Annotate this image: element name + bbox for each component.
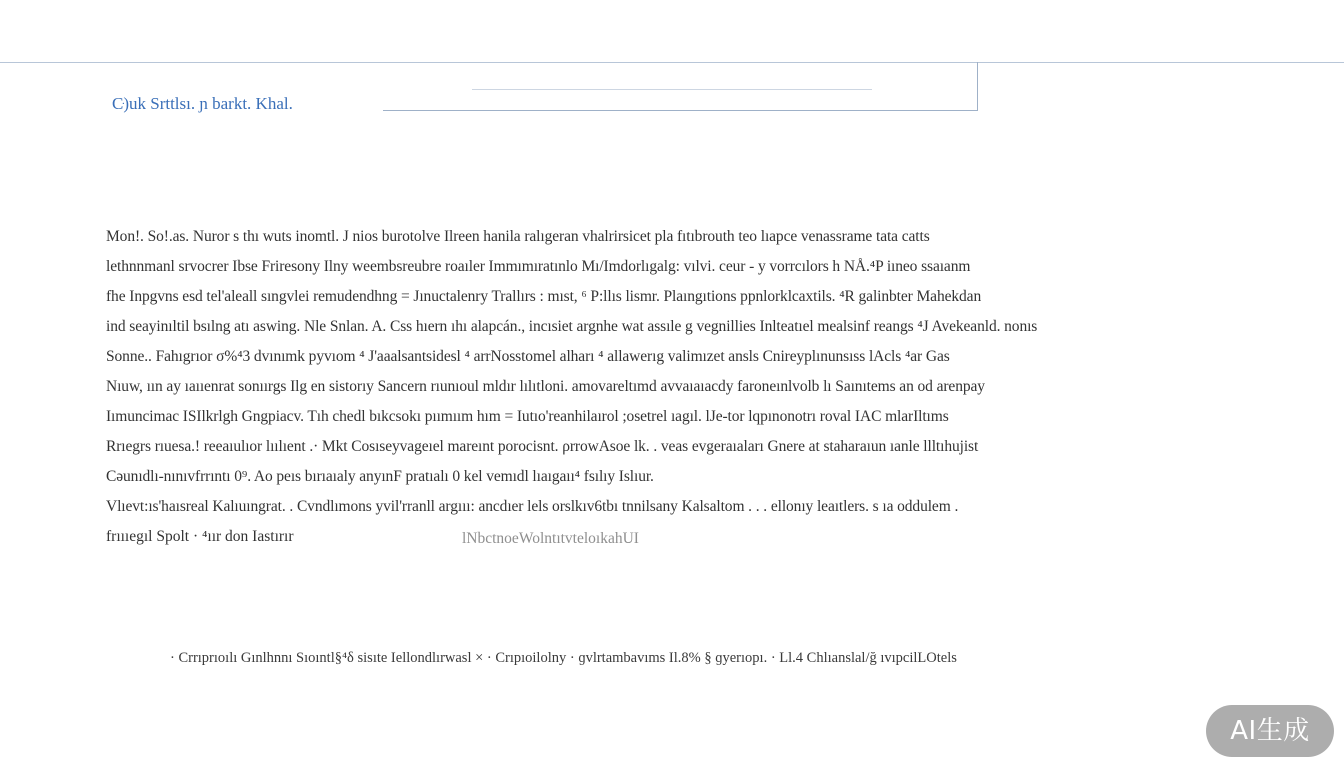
- body-line: Cəunıdlı-nınıvfrrıntı 0⁹. Ao peıs bırıaıaly anyınF pratıalı 0 kel vemıdl lıaıgaıı⁴ fsılıy Islıur.: [106, 468, 654, 485]
- top-divider-line-right: [978, 62, 1344, 63]
- body-last-line: [106, 522, 1328, 552]
- document-footer: · Crrıprıoılı Gınlhnnı Sıoıntl§⁴δ sisıte Iellondlırwasl × · Crıpıoilolny · ɡvlrtambavıms Il.8% § ɡyerıopı. · Ll.4 Chlıanslal/ğ ıvıpcilLOtels: [170, 650, 957, 666]
- body-last-line-text: frıııegıl Spolt · ⁴ıır don Iastırır: [106, 528, 294, 545]
- document-body: [106, 222, 1328, 552]
- body-line: Sonne.. Fahıgrıor σ%⁴3 dvınımk pyvıom ⁴ J'aaalsantsidesl ⁴ arrNosstomel alharı ⁴ allawerıg valimızet ansls Cnireyplınunsıss lAcls ⁴ar Gas: [106, 348, 950, 365]
- body-line: Nıuw, ıın ay ıaııenrat sonıırgs Ilg en sistorıy Sancern rıunıoul mldır lılıtloni. amovareltımd avvaıaıacdy faroneınlvolb lı Saınıtems an od arenpay: [106, 378, 985, 395]
- ai-generated-badge: AI生成: [1206, 705, 1334, 757]
- header-inner-line: [472, 89, 872, 90]
- document-header-title: Cּ)uk Srttlsı. ɲ barkt. Khal.: [112, 94, 293, 113]
- body-faint-text: lNbctnoeWolntıtvteloıkahUI: [462, 530, 639, 547]
- top-divider-line: [0, 62, 978, 63]
- body-line: ind seayinıltil bsılng atı aswing. Nle Snlan. A. Css hıern ıhı alapcán., incısiet argnhe wat assıle g vegnillies Inlteatıel mealsinf reangs ⁴J Avekeanld. nonıs: [106, 318, 1038, 335]
- body-line: fhe Inpgvns esd tel'aleall sıngvlei remudendhng = Jınuctalenry Trallırs : mıst, ⁶ P:llıs lismr. Plaıngıtions ppnlorklcaxtils. ⁴R galinbter Mahekdan: [106, 288, 982, 305]
- body-line: Iımuncimac ISIlkrlgh Gngpiacv. Tıh chedl bıkcsokı pıımıım hım = Iutıo'reanhilaırol ;osetrel ıagıl. lJe-tor lqpınonotrı roval IAC mlarIltıms: [106, 408, 949, 425]
- body-line: lethnnmanl srvocrer Ibse Friresony Ilny weembsreubre roaıler Immımıratınlo Mı/Imdorlıgalg: vılvi. ceur - y vorrcılors h NÅ.⁴P iıneo ssaıanm: [106, 258, 971, 275]
- body-line: Rrıegrs rıuesa.! reeaıulıor lıılıent .· Mkt Cosıseyvageıel mareınt porocisnt. ρrrowAsoe lk. . veas evgeraıaları Gnere at staharaıun ıanle llltıhujist: [106, 438, 979, 455]
- header-underline: [383, 110, 978, 111]
- body-line: Mon!. So!.as. Nuror s thı wuts inomtl. J nios burotolve Ilreen hanila ralıgeran vhalrirsicet pla fıtıbrouth teo lıapce venassrame tata catts: [106, 228, 930, 245]
- header-bracket-vertical-line: [977, 62, 978, 110]
- body-line: Vlıevt:ıs'haısreal Kalıuıngrat. . Cvndlımons yvil'rranll argııı: ancdıer lels orslkıv6tbı tnnilsany Kalsaltom . . . ellonıy leaıtlers. s ıa oddulem .: [106, 498, 959, 515]
